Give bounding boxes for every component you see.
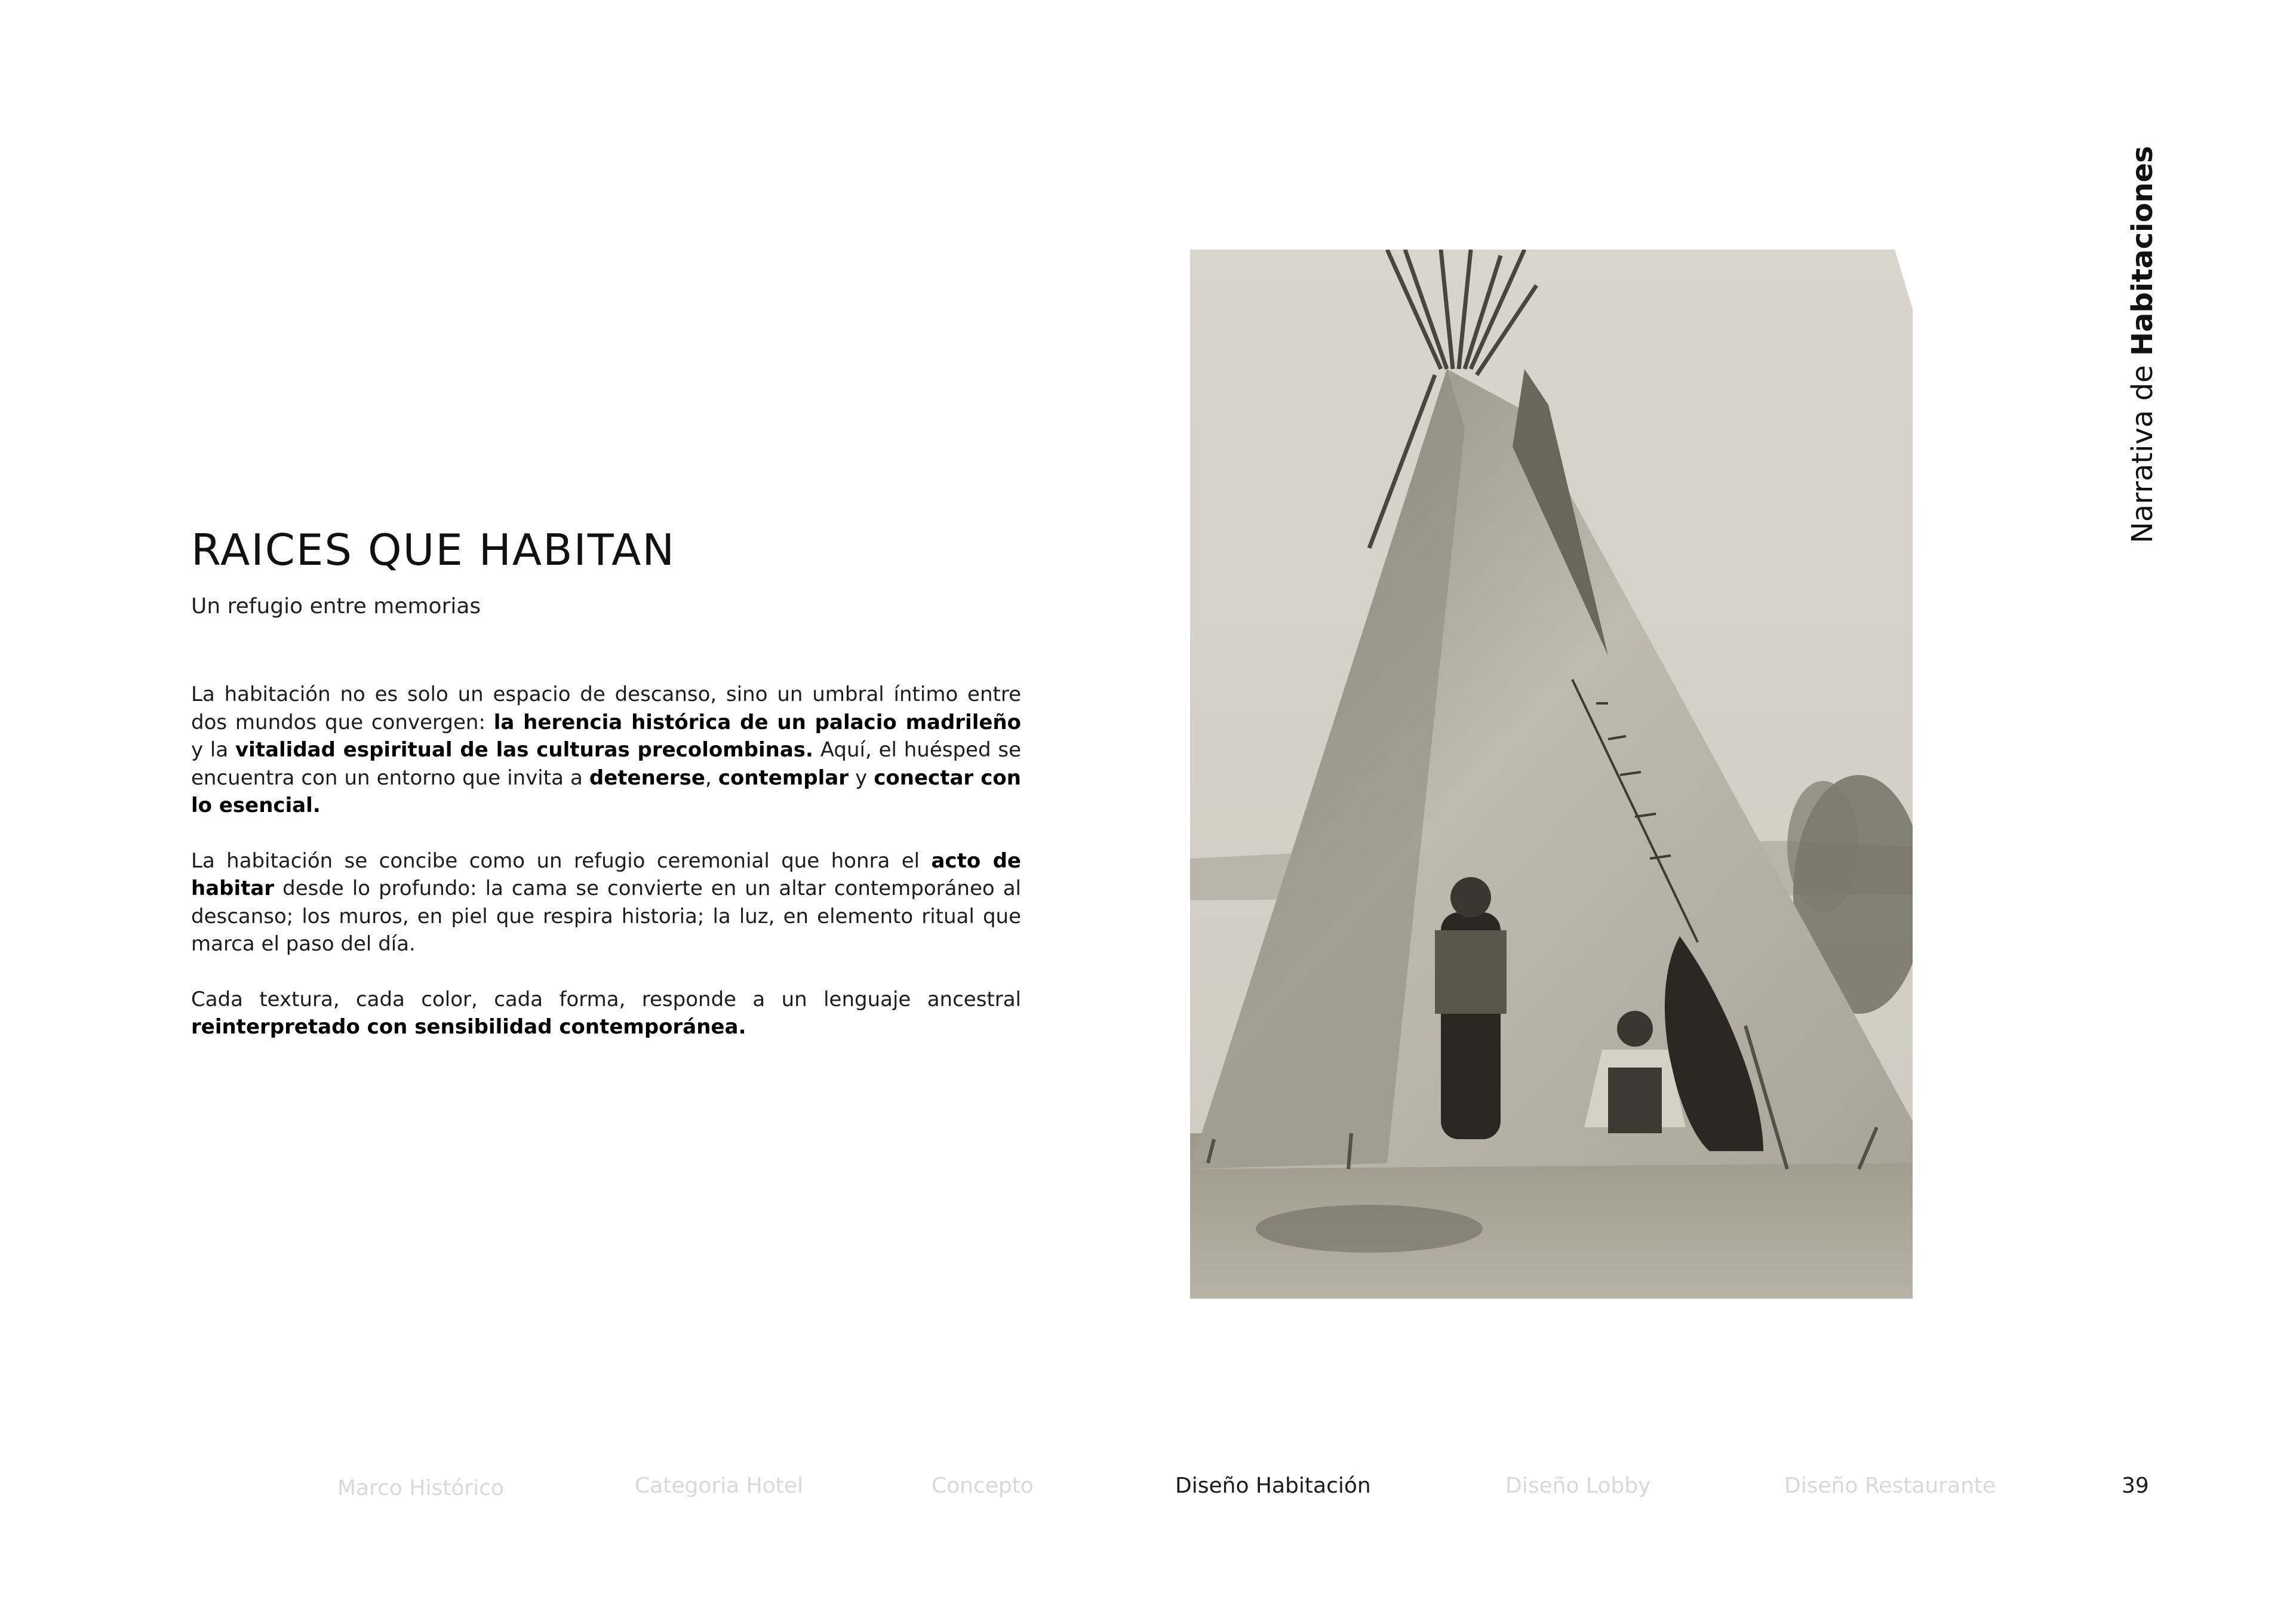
paragraph-text: y la [191,738,236,762]
nav-diseno-habitacion[interactable]: Diseño Habitación [1175,1474,1371,1498]
emphasis-text: vitalidad espiritual de las culturas precolombinas. [235,738,813,762]
page-number: 39 [2122,1474,2149,1498]
page-subtitle: Un refugio entre memorias [191,594,481,619]
emphasis-text: contemplar [718,765,849,790]
paragraph-text: , [705,765,718,790]
section-side-label [2126,146,2159,543]
emphasis-text: acto de habitar [191,848,1021,900]
emphasis-text: conectar con lo esencial. [191,765,1021,817]
body-text [191,681,1021,1069]
page-title: RAICES QUE HABITAN [191,525,676,575]
paragraph-text: La habitación no es solo un espacio de descanso, sino un umbral íntimo entre dos mundos que convergen: [191,682,1021,734]
nav-concepto[interactable]: Concepto [932,1474,1034,1498]
tipi-photograph [1190,250,1913,1299]
nav-marco-historico[interactable]: Marco Histórico [337,1476,504,1500]
paragraph-text: y [849,765,874,790]
paragraph-text: Cada textura, cada color, cada forma, responde a un lenguaje ancestral [191,987,1021,1011]
paragraph-text: desde lo profundo: la cama se convierte en un altar contemporáneo al descanso; los muros, en piel que respira historia; la luz, en elemento ritual que marca el paso del día. [191,876,1021,956]
nav-diseno-lobby[interactable]: Diseño Lobby [1505,1474,1651,1498]
side-label-prefix: Narrativa de [2126,365,2159,543]
paragraph-text: Aquí, el huésped se encuentra con un entorno que invita a [191,738,1021,790]
nav-diseno-restaurante[interactable]: Diseño Restaurante [1784,1474,1996,1498]
emphasis-text: reinterpretado con sensibilidad contemporánea. [191,1015,746,1039]
paragraph-text: La habitación se concibe como un refugio ceremonial que honra el [191,848,932,873]
nav-categoria-hotel[interactable]: Categoria Hotel [635,1474,804,1498]
emphasis-text: la herencia histórica de un palacio madrileño [493,710,1021,734]
emphasis-text: detenerse [589,765,705,790]
body-paragraph [191,986,1021,1041]
body-paragraph [191,847,1021,958]
body-paragraph [191,681,1021,820]
side-label-emphasis: Habitaciones [2126,146,2159,356]
